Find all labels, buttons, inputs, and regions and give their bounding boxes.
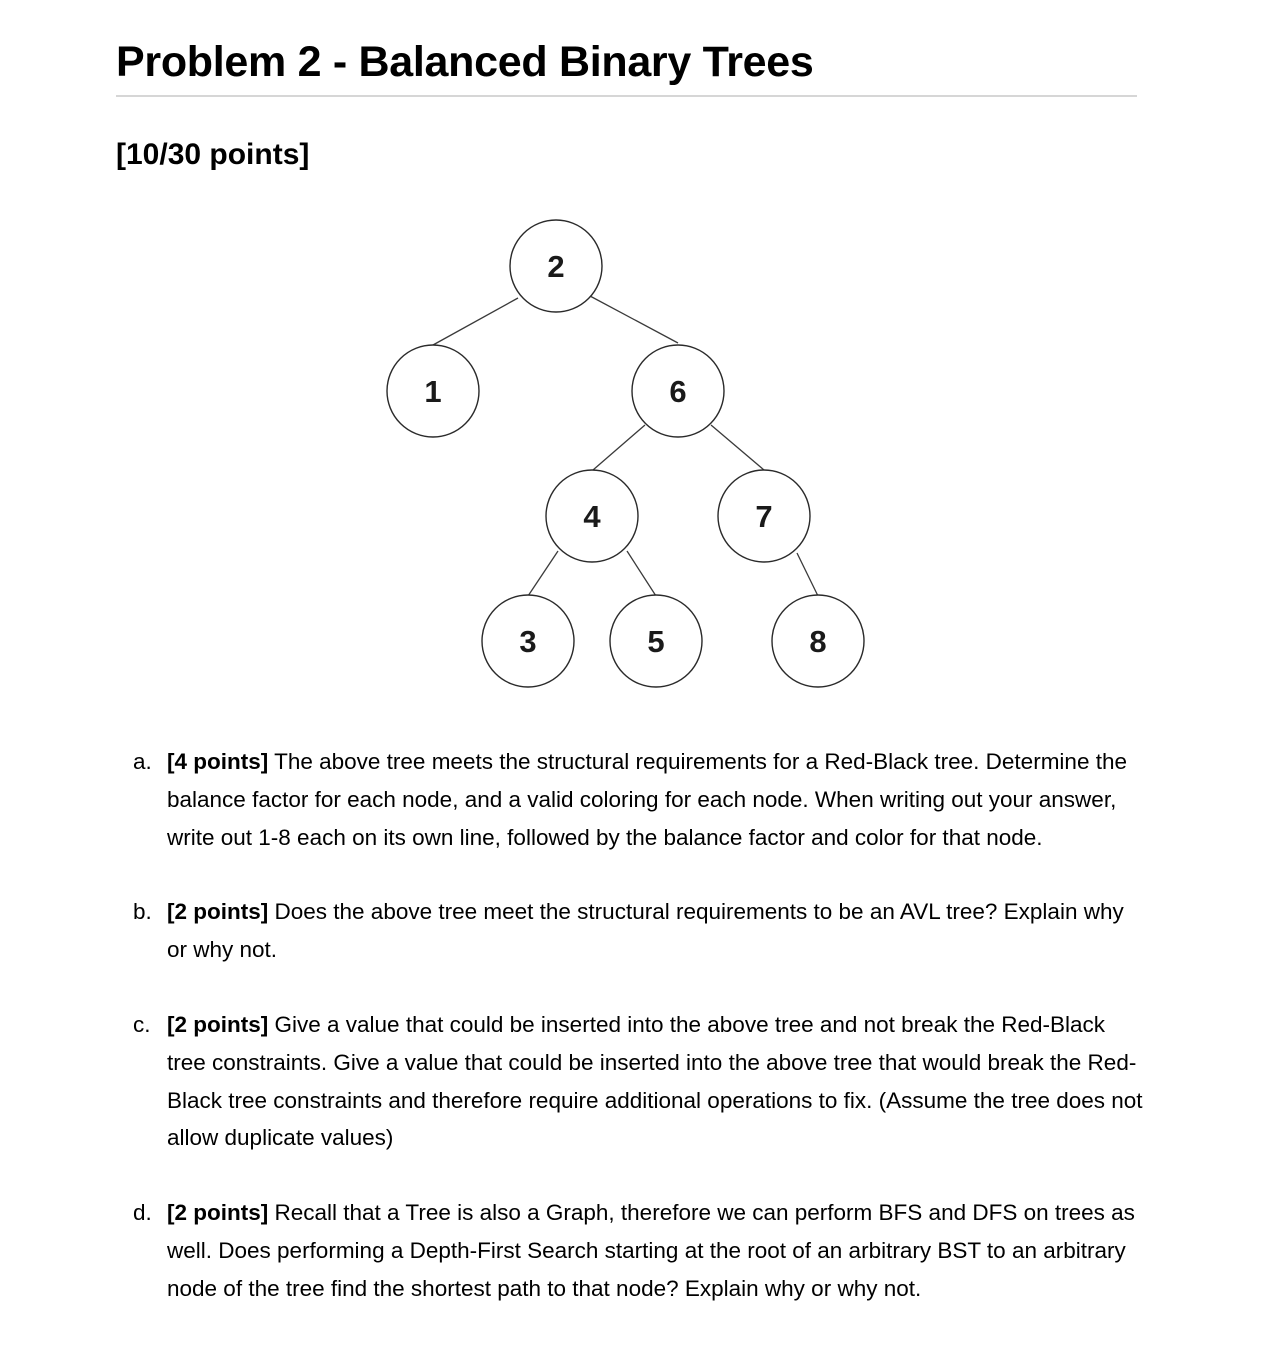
tree-node-6	[632, 345, 724, 437]
tree-node-label: 1	[424, 374, 442, 409]
question-text: The above tree meets the structural requirements for a Red-Black tree. Determine the balance factor for each node, and a valid coloring for each node. When writing out your answer, write out 1-8 each on its own line, followed by the balance factor and color for that node.	[167, 749, 1127, 850]
page-title: Problem 2 - Balanced Binary Trees	[116, 38, 814, 86]
edge-6-7	[711, 425, 764, 470]
question-points: [4 points]	[167, 749, 269, 774]
tree-node-1	[387, 345, 479, 437]
tree-node-3	[482, 595, 574, 687]
edge-6-4	[593, 425, 645, 470]
edge-2-6	[590, 296, 678, 343]
tree-node-label: 7	[755, 499, 773, 534]
question-letter: a.	[133, 749, 152, 774]
tree-node-label: 4	[583, 499, 601, 534]
question-points: [2 points]	[167, 1200, 269, 1226]
question-a	[128, 743, 1143, 856]
question-text: Does the above tree meet the structural requirements to be an AVL tree? Explain why or why not.	[167, 899, 1124, 963]
tree-node-label: 2	[547, 249, 565, 284]
question-text: Give a value that could be inserted into the above tree and not break the Red-Black tree constraints. Give a value that could be inserted into the above tree that would break the Red-Black tree constraints and therefore require additional operations to fix. (Assume the tree does not allow duplicate values)	[167, 1011, 1143, 1151]
tree-node-label: 8	[809, 624, 827, 659]
question-c	[128, 1006, 1143, 1157]
tree-node-label: 5	[647, 624, 665, 659]
question-letter: c.	[133, 1011, 151, 1037]
tree-node-2	[510, 220, 602, 312]
tree-node-label: 3	[519, 624, 537, 659]
question-points: [2 points]	[167, 1011, 269, 1037]
question-points: [2 points]	[167, 899, 269, 925]
edge-4-3	[528, 551, 558, 596]
question-b	[128, 893, 1143, 969]
question-letter: b.	[133, 899, 152, 925]
edge-4-5	[627, 551, 656, 596]
edge-2-1	[433, 298, 518, 345]
question-list	[128, 743, 1143, 1308]
question-d	[128, 1194, 1143, 1307]
tree-node-5	[610, 595, 702, 687]
edge-7-8	[797, 553, 818, 596]
tree-node-4	[546, 470, 638, 562]
question-letter: d.	[133, 1200, 152, 1226]
question-text: Recall that a Tree is also a Graph, therefore we can perform BFS and DFS on trees as well. Does performing a Depth-First Search starting at the root of an arbitrary BST to an arbitrary node of the tree find the shortest path to that node? Explain why or why not.	[167, 1200, 1135, 1301]
tree-node-8	[772, 595, 864, 687]
tree-node-7	[718, 470, 810, 562]
tree-node-label: 6	[669, 374, 687, 409]
points-label: [10/30 points]	[116, 138, 310, 171]
